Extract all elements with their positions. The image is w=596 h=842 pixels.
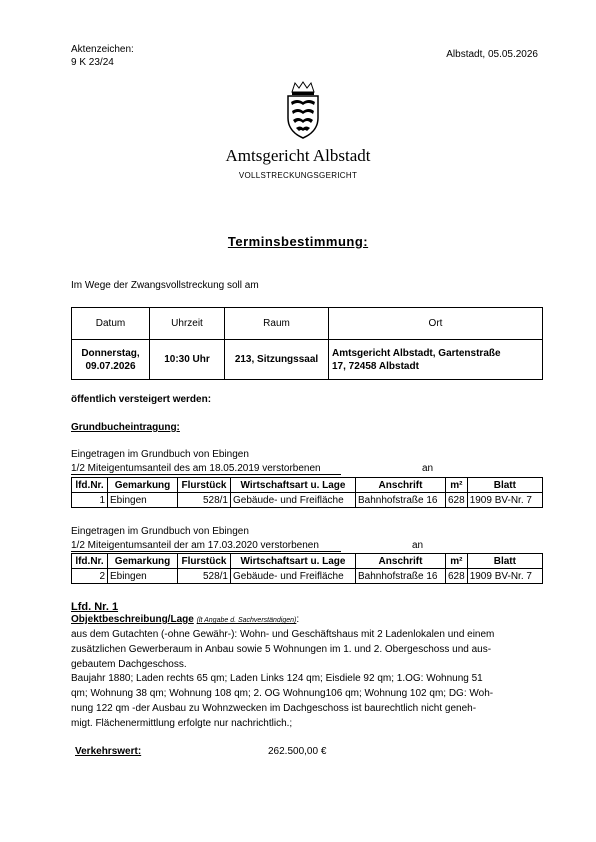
lfd-nr-heading: Lfd. Nr. 1 <box>71 601 119 613</box>
grundbuch-entry-1-line2: 1/2 Miteigentumsanteil des am 18.05.2019 verstorbenen <box>71 463 341 475</box>
aktenzeichen-label: Aktenzeichen: <box>71 44 134 55</box>
table-row: 2 Ebingen 528/1 Gebäude- und Freifläche Bahnhofstraße 16 628 1909 BV-Nr. 7 <box>72 569 543 584</box>
termin-table <box>71 307 543 380</box>
grundbuch-table-2: lfd.Nr. Gemarkung Flurstück Wirtschaftsart u. Lage Anschrift m² Blatt 2 Ebingen 528/1 Gebäude- und Freifläche Bahnhofstraße 16 628 1909 BV-Nr. 7 <box>71 553 543 584</box>
grundbuch-entry-2-line1: Eingetragen im Grundbuch von Ebingen <box>71 526 249 537</box>
col-flurstueck: Flurstück <box>178 478 231 493</box>
verkehrswert-label: Verkehrswert: <box>75 746 142 757</box>
termin-raum: 213, Sitzungssaal <box>225 340 329 380</box>
objekt-description: aus dem Gutachten (-ohne Gewähr-): Wohn- und Geschäftshaus mit 2 Ladenlokalen und einem zusätzlichen Gewerberaum in Anbau sowie 5 Wohnungen im 1. und 2. Obergeschoss und aus- gebautem Dachgeschoss. Baujahr 1880; Laden rechts 65 qm; Laden Links 124 qm; Eisdiele 92 qm; 1.OG: Wohnung 51 qm; Wohnung 38 qm; Wohnung 108 qm; 2. OG Wohnung106 qm; Wohnung 102 qm; DG: Woh- nung 122 qm -der Ausbau zu Wohnzwecken im Dachgeschoss ist baurechtlich nicht geneh- migt. Flächenermittlung erfolgte nur nachrichtlich.; <box>71 629 495 729</box>
table-row: 1 Ebingen 528/1 Gebäude- und Freifläche Bahnhofstraße 16 628 1909 BV-Nr. 7 <box>72 493 543 508</box>
col-blatt: Blatt <box>467 478 542 493</box>
document-title: Terminsbestimmung: <box>227 234 369 249</box>
verkehrswert-value: 262.500,00 € <box>268 746 327 757</box>
col-wirtschaftsart: Wirtschaftsart u. Lage <box>231 478 356 493</box>
objekt-heading: Objektbeschreibung/Lage (lt Angabe d. Sachverständigen): <box>71 614 300 625</box>
grundbuch-heading: Grundbucheintragung: <box>71 422 180 433</box>
col-anschrift: Anschrift <box>356 478 446 493</box>
aktenzeichen-value: 9 K 23/24 <box>71 57 114 68</box>
court-division: VOLLSTRECKUNGSGERICHT <box>238 171 358 180</box>
col-lfd-nr: lfd.Nr. <box>72 478 108 493</box>
versteigert-text: öffentlich versteigert werden: <box>71 394 212 405</box>
coat-of-arms-icon <box>283 80 323 140</box>
termin-ort: Amtsgericht Albstadt, Gartenstraße 17, 72458 Albstadt <box>329 340 543 380</box>
court-name: Amtsgericht Albstadt <box>225 146 371 165</box>
intro-text: Im Wege der Zwangsvollstreckung soll am <box>71 280 259 291</box>
grundbuch-entry-1-line1: Eingetragen im Grundbuch von Ebingen <box>71 449 249 460</box>
grundbuch-entry-2-line2: 1/2 Miteigentumsanteil der am 17.03.2020 verstorbenen <box>71 540 341 552</box>
header-raum: Raum <box>225 308 329 340</box>
termin-uhrzeit: 10:30 Uhr <box>150 340 225 380</box>
termin-datum: Donnerstag, 09.07.2026 <box>72 340 150 380</box>
aktenzeichen-block <box>71 43 134 69</box>
col-gemarkung: Gemarkung <box>108 478 178 493</box>
grundbuch-entry-1-an: an <box>422 463 434 474</box>
grundbuch-table-1 <box>71 477 543 508</box>
header-ort: Ort <box>329 308 543 340</box>
header-uhrzeit: Uhrzeit <box>150 308 225 340</box>
header-datum: Datum <box>72 308 150 340</box>
col-qm: m² <box>446 478 468 493</box>
place-date: Albstadt, 05.05.2026 <box>446 49 538 60</box>
grundbuch-entry-2-an: an <box>412 540 424 551</box>
